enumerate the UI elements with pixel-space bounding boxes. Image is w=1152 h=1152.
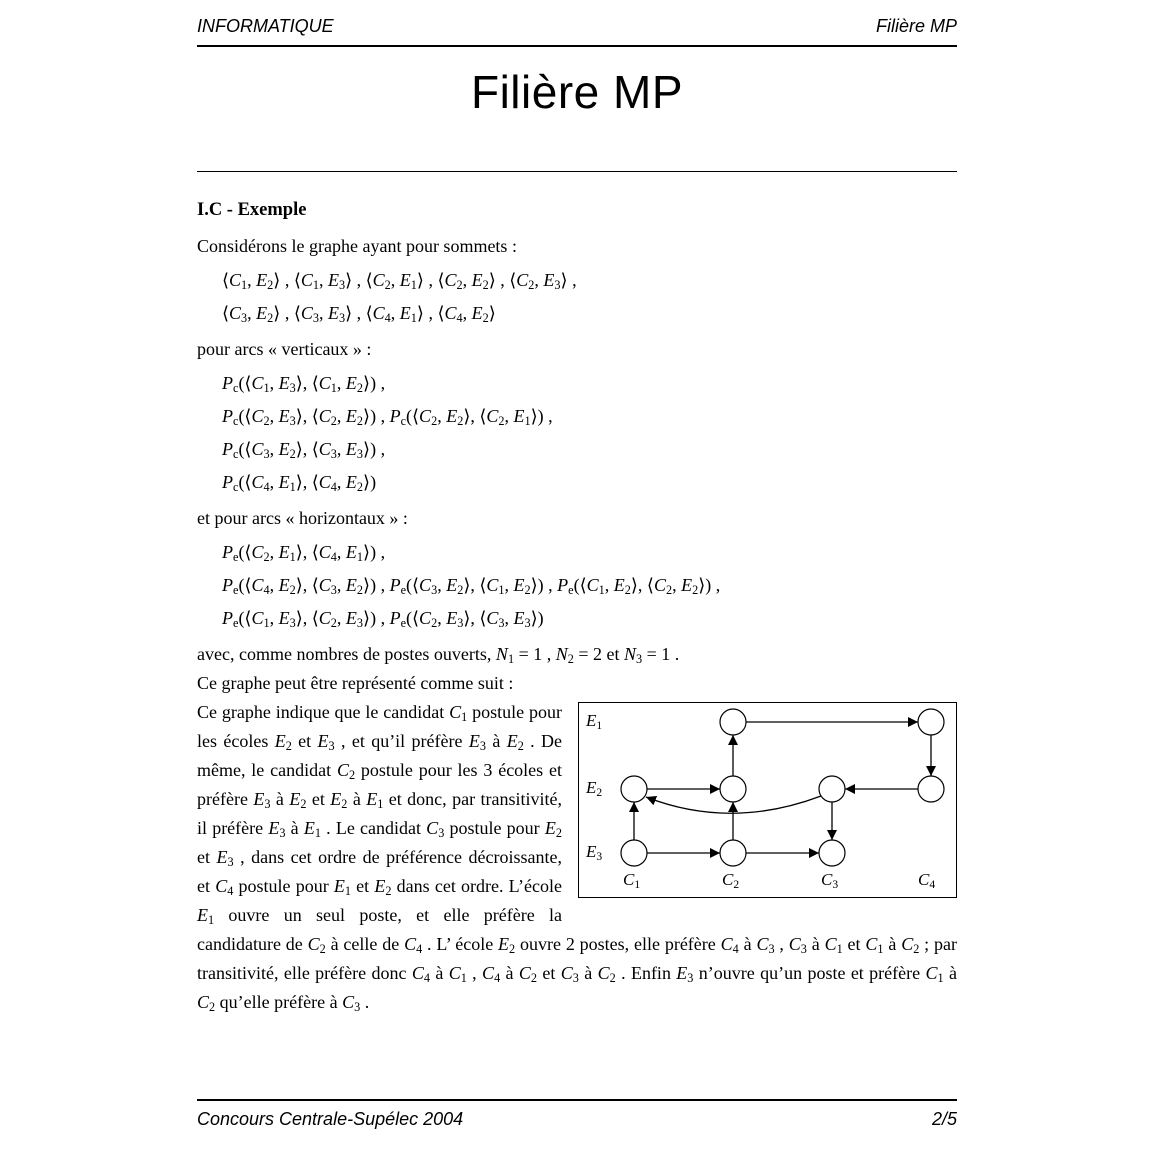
header-document-name: INFORMATIQUE <box>197 16 334 36</box>
footer-concours: Concours Centrale-Supélec 2004 <box>197 1109 464 1129</box>
node-c1-e2 <box>621 776 647 802</box>
graph-figure <box>578 702 957 898</box>
node-c2-e1 <box>720 709 746 735</box>
section-heading: I.C - Exemple <box>197 200 307 220</box>
page-footer <box>197 1099 957 1130</box>
equation-line: $P_e(⟨C_4$, $E_2⟩$, $⟨C_3$, $E_2⟩$) , $P_e(⟨C_3$, $E_2⟩$, $⟨C_1$, $E_2⟩$) , $P_e(⟨C_1$, $E_2⟩$, $⟨C_2$, $E_2⟩$) , <box>222 575 721 598</box>
row-label-e3: $E_3$ <box>586 842 603 863</box>
equation-line: $P_c(⟨C_4$, $E_1⟩$, $⟨C_4$, $E_2⟩$) <box>222 472 377 495</box>
graph-diagram <box>579 703 956 897</box>
description-with-figure <box>197 698 957 1017</box>
node-c3-e2 <box>819 776 845 802</box>
col-label-c2: $C_2$ <box>722 870 740 891</box>
sommets-equations <box>197 264 957 330</box>
graph-nodes <box>621 709 944 866</box>
intro-verticaux: pour arcs « verticaux » : <box>197 339 372 359</box>
node-c4-e1 <box>918 709 944 735</box>
equation-line: $⟨C_3$, $E_2⟩$ , $⟨C_3$, $E_3⟩$ , $⟨C_4$, $E_1⟩$ , $⟨C_4$, $E_2⟩$ <box>222 303 496 326</box>
node-c4-e2 <box>918 776 944 802</box>
footer-page-number: 2/5 <box>931 1109 957 1129</box>
equation-line: $P_c(⟨C_2$, $E_3⟩$, $⟨C_2$, $E_2⟩$) , $P_c(⟨C_2$, $E_2⟩$, $⟨C_2$, $E_1⟩$) , <box>222 406 553 429</box>
row-label-e2: $E_2$ <box>586 778 603 799</box>
intro-sommets: Considérons le graphe ayant pour sommets : <box>197 236 517 256</box>
equation-line: $P_e(⟨C_2$, $E_1⟩$, $⟨C_4$, $E_1⟩$) , <box>222 542 386 565</box>
equation-line: $P_e(⟨C_1$, $E_3⟩$, $⟨C_2$, $E_3⟩$) , $P_e(⟨C_2$, $E_3⟩$, $⟨C_3$, $E_3⟩$) <box>222 608 544 631</box>
col-label-c1: $C_1$ <box>623 870 641 891</box>
node-c2-e2 <box>720 776 746 802</box>
header-filiere: Filière MP <box>875 16 957 36</box>
intro-horizontaux: et pour arcs « horizontaux » : <box>197 508 408 528</box>
running-header <box>197 0 957 47</box>
page-title: Filière MP <box>470 66 684 118</box>
equation-line: $P_c(⟨C_1$, $E_3⟩$, $⟨C_1$, $E_2⟩$) , <box>222 373 386 396</box>
graph-arcs <box>634 722 931 853</box>
row-label-e1: $E_1$ <box>586 711 603 732</box>
col-label-c3: $C_3$ <box>821 870 839 891</box>
node-c3-e3 <box>819 840 845 866</box>
node-c2-e3 <box>720 840 746 866</box>
represente-line: Ce graphe peut être représenté comme suit : <box>197 673 514 693</box>
description-paragraph: Ce graphe indique que le candidat $C_1$ postule pour les écoles $E_2$ et $E_3$ , et qu’il préfère $E_3$ à $E_2$ . De même, le candidat $C_2$ postule pour les 3 écoles et préfère $E_3$ à $E_2$ et $E_2$ à $E_1$ et donc, par transitivité, il préfère $E_3$ à $E_1$ . Le candidat $C_3$ postule pour $E_2$ et $E_3$ , dans cet ordre de préférence décroissante, et $C_4$ postule pour $E_1$ et $E_2$ dans cet ordre. L’école $E_1$ ouvre un seul poste, et elle préfère la candidature de $C_2$ à celle de $C_4$ . L’ école $E_2$ ouvre 2 postes, elle préfère $C_4$ à $C_3$ , $C_3$ à $C_1$ et $C_1$ à $C_2$ ; par transitivité, elle préfère donc $C_4$ à $C_1$ , $C_4$ à $C_2$ et $C_3$ à $C_2$ . Enfin $E_3$ n’ouvre qu’un poste et préfère $C_1$ à $C_2$ qu’elle préfère à $C_3$ . <box>197 702 958 1015</box>
equation-line: $⟨C_1$, $E_2⟩$ , $⟨C_1$, $E_3⟩$ , $⟨C_2$, $E_1⟩$ , $⟨C_2$, $E_2⟩$ , $⟨C_2$, $E_3⟩$ , <box>222 270 577 293</box>
node-c1-e3 <box>621 840 647 866</box>
verticaux-equations <box>197 367 957 499</box>
title-divider <box>197 171 957 172</box>
postes-line: avec, comme nombres de postes ouverts, $N_1 = 1$ , $N_2 = 2$ et $N_3 = 1$ . <box>197 644 680 667</box>
col-label-c4: $C_4$ <box>918 870 936 891</box>
horizontaux-equations <box>197 536 957 635</box>
equation-line: $P_c(⟨C_3$, $E_2⟩$, $⟨C_3$, $E_3⟩$) , <box>222 439 386 462</box>
